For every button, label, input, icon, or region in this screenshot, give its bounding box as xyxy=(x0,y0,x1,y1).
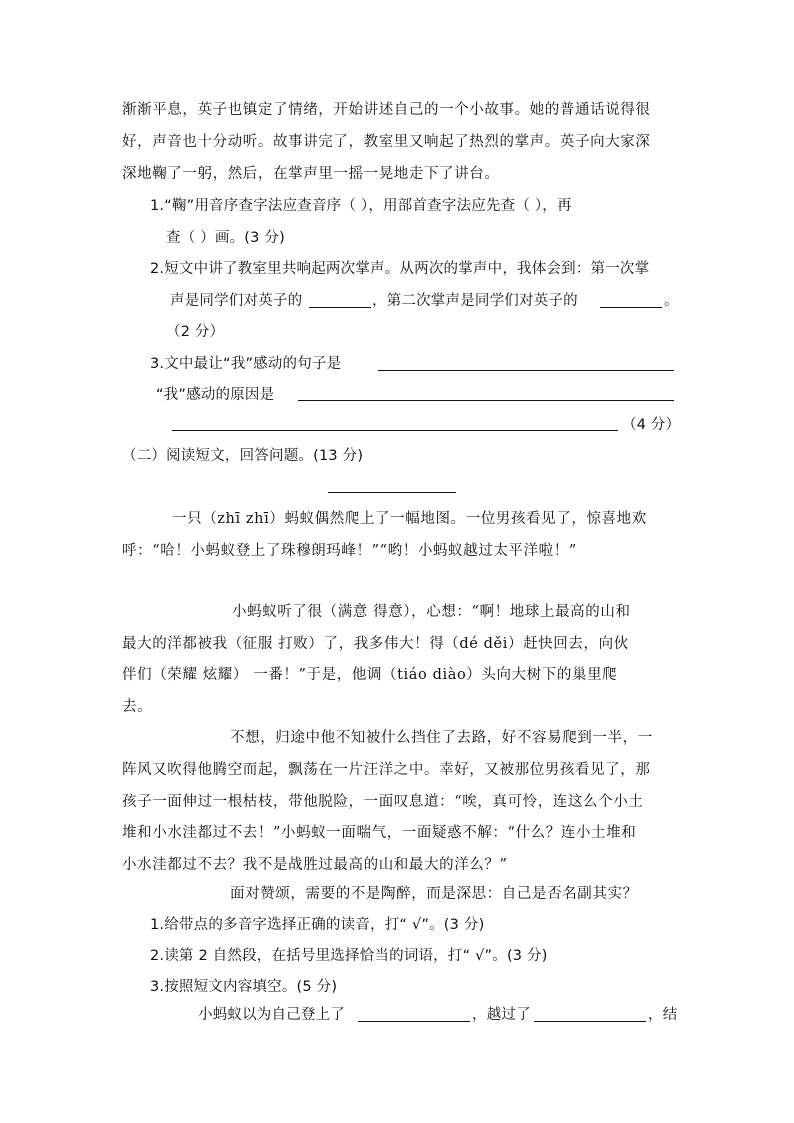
passage2-line: 伴们（荣耀 炫耀） 一番！”于是，他调（tiáo diào）头向大树下的巢里爬 xyxy=(122,667,618,683)
question-fill-part: 小蚂蚁以为自己登上了 xyxy=(198,1007,345,1023)
answer-blank[interactable] xyxy=(172,430,618,431)
passage1-line: 渐渐平息，英子也镇定了情绪，开始讲述自己的一个小故事。她的普通话说得很 xyxy=(122,102,651,118)
passage2-line: 去。 xyxy=(122,699,153,715)
question-line: 1.给带点的多音字选择正确的读音，打“ √”。(3 分) xyxy=(150,917,485,933)
question-fill-part: ，结 xyxy=(648,1007,678,1023)
question-2-part: 声是同学们对英子的 xyxy=(170,293,303,309)
passage2-line: 孩子一面伸过一根枯枝，带他脱险，一面叹息道：“唉，真可怜，连这么个小土 xyxy=(122,794,644,810)
passage1-line: 好，声音也十分动听。故事讲完了，教室里又响起了热烈的掌声。英子向大家深 xyxy=(122,134,651,150)
answer-blank[interactable] xyxy=(534,1021,646,1022)
question-3-score: （4 分） xyxy=(622,417,681,433)
question-2-line: 2.短文中讲了教室里共响起两次掌声。从两次的掌声中，我体会到：第一次掌 xyxy=(150,261,650,277)
section-heading: （二）阅读短文，回答问题。(13 分) xyxy=(122,448,364,464)
passage2-line: 阵风又吹得他腾空而起，飘荡在一片汪洋之中。幸好，又被那位男孩看见了，那 xyxy=(122,762,651,778)
passage2-line: 小水洼都过不去？我不是战胜过最高的山和最大的洋么？” xyxy=(122,857,508,873)
answer-blank[interactable] xyxy=(358,1021,470,1022)
passage2-line: 一只（zhī zhī）蚂蚁偶然爬上了一幅地图。一位男孩看见了，惊喜地欢 xyxy=(172,511,647,527)
answer-blank[interactable] xyxy=(378,370,674,371)
question-1-line: 1.“鞠”用音序查字法应查音序（ ），用部首查字法应先查（ ），再 xyxy=(150,198,572,214)
passage2-line: 不想，归途中他不知被什么挡住了去路，好不容易爬到一半，一 xyxy=(230,730,653,746)
question-3-line: 3.文中最让“我”感动的句子是 xyxy=(150,356,342,372)
passage2-line: 堆和小水洼都过不去！”小蚂蚁一面喘气，一面疑惑不解：“什么？连小土堆和 xyxy=(122,825,637,841)
title-blank[interactable] xyxy=(328,492,456,493)
question-line: 3.按照短文内容填空。(5 分) xyxy=(150,979,338,995)
question-3-line: “我”感动的原因是 xyxy=(156,387,275,403)
question-fill-part: ，越过了 xyxy=(472,1007,531,1023)
question-2-part: 。 xyxy=(664,293,679,309)
passage2-line: 面对赞颂，需要的不是陶醉，而是深思：自己是否名副其实？ xyxy=(230,886,638,902)
question-2-part: ，第二次掌声是同学们对英子的 xyxy=(372,293,578,309)
answer-blank[interactable] xyxy=(309,307,371,308)
passage2-line: 小蚂蚁听了很（满意 得意），心想：“啊！地球上最高的山和 xyxy=(232,604,631,620)
passage2-line: 呼：“哈！小蚂蚁登上了珠穆朗玛峰！”“哟！小蚂蚁越过太平洋啦！” xyxy=(122,543,577,559)
answer-blank[interactable] xyxy=(600,307,662,308)
question-2-score: （2 分） xyxy=(166,324,225,340)
passage1-line: 深地鞠了一躬，然后，在掌声里一摇一晃地走下了讲台。 xyxy=(122,166,500,182)
question-line: 2.读第 2 自然段，在括号里选择恰当的词语，打“ √”。(3 分) xyxy=(150,948,548,964)
passage2-line: 最大的洋都被我（征服 打败）了，我多伟大！得（dé děi）赶快回去，向伙 xyxy=(122,636,629,652)
answer-blank[interactable] xyxy=(298,400,674,401)
question-1-line: 查（ ）画。(3 分) xyxy=(166,230,285,246)
